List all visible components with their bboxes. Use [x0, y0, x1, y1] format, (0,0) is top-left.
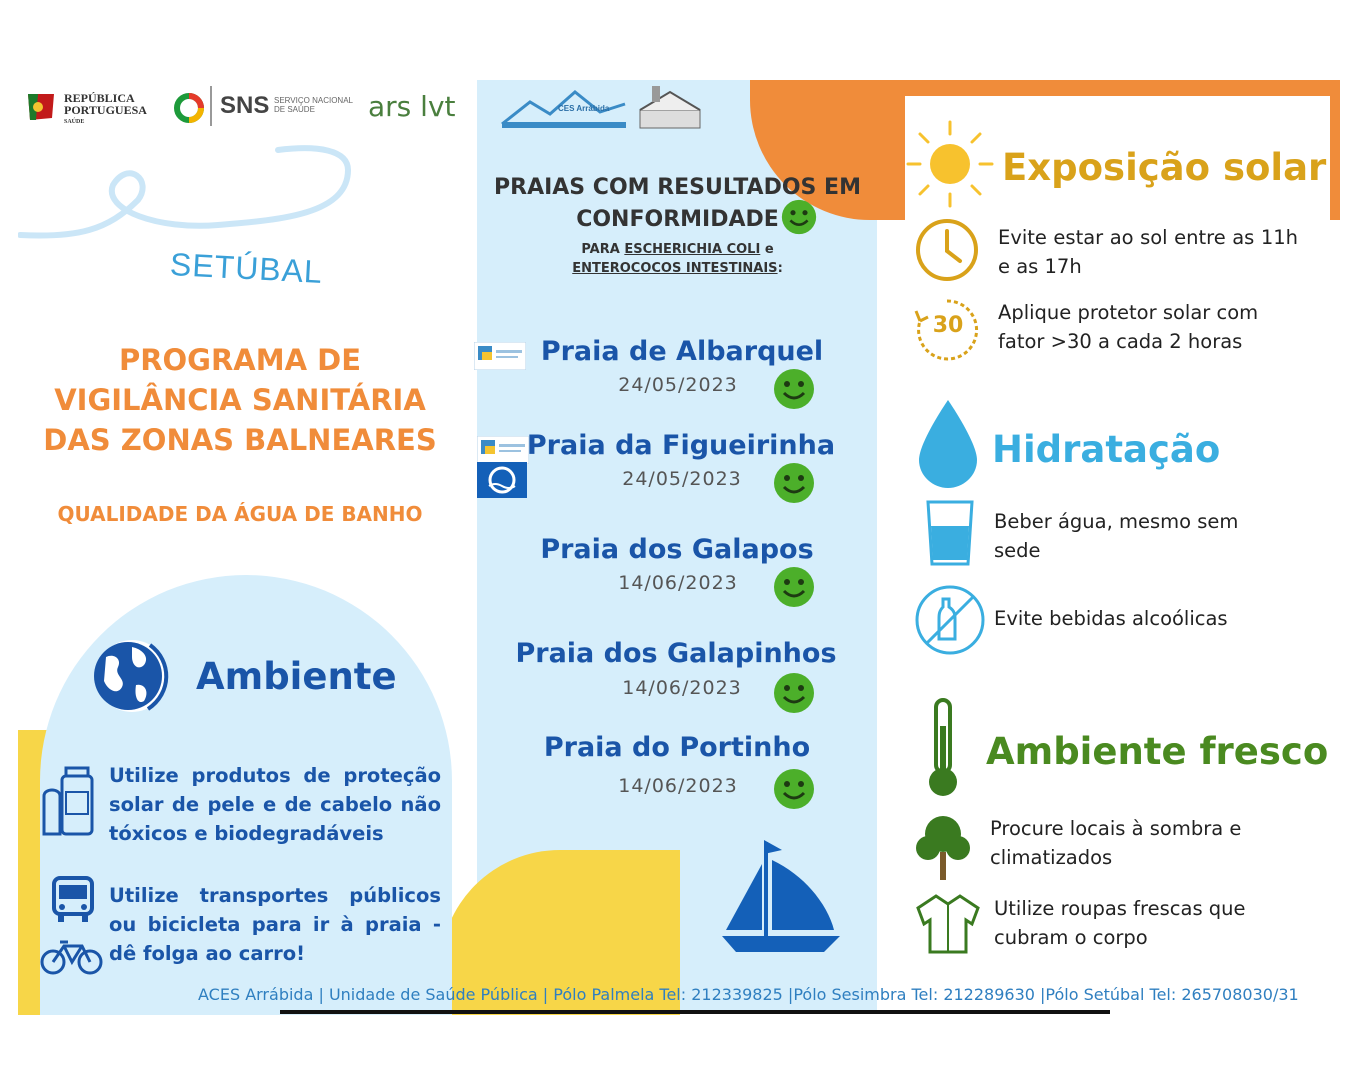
ambiente-item-2: Utilize transportes públicos ou bicicleta para ir à praia - dê folga ao carro! [109, 884, 441, 965]
clock-icon [914, 217, 980, 283]
ambiente-title: Ambiente [196, 655, 397, 698]
beach-3-date: 14/06/2023 [618, 572, 738, 594]
subheading-e: e [760, 242, 774, 257]
sun-title: Exposição solar [1002, 146, 1327, 189]
sailboat-icon [716, 836, 846, 962]
subheading-suffix: : [777, 261, 783, 276]
hydration-item-1: Beber água, mesmo sem sede [994, 510, 1239, 562]
logo-republica: REPÚBLICA PORTUGUESA [64, 91, 147, 117]
beaches-subheading [490, 240, 865, 278]
beach-5-date: 14/06/2023 [618, 775, 738, 797]
fresh-title: Ambiente fresco [986, 730, 1329, 773]
wave-decoration [18, 140, 358, 260]
beach-5-name: Praia do Portinho [543, 732, 811, 763]
logo-republica-sub: SAÚDE [64, 119, 85, 125]
beach-2-date: 24/05/2023 [622, 468, 742, 490]
subheading-prefix: PARA [581, 242, 625, 257]
bottom-bar [280, 1010, 1110, 1014]
beach-4-date: 14/06/2023 [622, 677, 742, 699]
beach-2-name: Praia da Figueirinha [526, 430, 836, 461]
beach-3-name: Praia dos Galapos [540, 534, 814, 565]
footer-contacts: ACES Arrábida | Unidade de Saúde Pública | Pólo Palmela Tel: 212339825 |Pólo Sesimbra Tel: 212289630 |Pólo Setúbal Tel: 265708030/31 [198, 985, 1299, 1004]
subheading-ecoli: ESCHERICHIA COLI [624, 242, 761, 257]
sun-icon [904, 118, 996, 210]
beach-1-name: Praia de Albarquel [540, 336, 824, 367]
beach-4-smiley-icon [773, 672, 815, 714]
beach-1-smiley-icon [773, 368, 815, 410]
shirt-icon [912, 892, 984, 956]
no-alcohol-icon [913, 583, 987, 657]
water-glass-icon [924, 498, 976, 570]
water-drop-icon [915, 398, 981, 490]
program-title [40, 340, 440, 460]
logo-ars: ars lvt [368, 90, 456, 123]
logo-ces: CES Arrábida [558, 104, 610, 113]
fresh-item-2: Utilize roupas frescas que cubram o corpo [994, 897, 1246, 949]
spf-badge-text: 30 [932, 313, 964, 338]
city-title: SETÚBAL [169, 246, 324, 290]
beaches-heading-text: PRAIAS COM RESULTADOS EM CONFORMIDADE [494, 175, 861, 232]
beach-5-smiley-icon [773, 768, 815, 810]
portugal-flag-icon [26, 90, 56, 124]
beach-2-smiley-icon [773, 462, 815, 504]
sunscreen-bottles-icon [40, 766, 98, 840]
logo-sns-sub: SERVIÇO NACIONAL DE SAÚDE [274, 96, 353, 114]
logo-divider [210, 86, 212, 126]
sun-item-1: Evite estar ao sol entre as 11h e as 17h [998, 226, 1298, 278]
beach-3-smiley-icon [773, 566, 815, 608]
heading-smiley-icon [781, 199, 817, 235]
beach-4-name: Praia dos Galapinhos [515, 638, 837, 669]
sun-item-2: Aplique protetor solar com fator >30 a cada 2 horas [998, 301, 1259, 353]
hydration-title: Hidratação [992, 428, 1221, 471]
subheading-enterococos: ENTEROCOCOS INTESTINAIS [572, 261, 778, 276]
beach-1-date: 24/05/2023 [618, 374, 738, 396]
globe-icon [92, 635, 172, 717]
logos-row [20, 78, 720, 138]
program-subtitle: QUALIDADE DA ÁGUA DE BANHO [57, 502, 423, 526]
hydration-item-2: Evite bebidas alcoólicas [994, 607, 1228, 630]
fresh-item-1: Procure locais à sombra e climatizados [990, 817, 1242, 869]
bus-icon [50, 876, 96, 924]
thermometer-icon [922, 696, 964, 802]
ambiente-item-1: Utilize produtos de proteção solar de pele e de cabelo não tóxicos e biodegradáveis [109, 764, 441, 845]
tree-icon [914, 812, 972, 882]
castle-logo [632, 80, 710, 134]
program-title-text: PROGRAMA DE VIGILÂNCIA SANITÁRIA DAS ZONAS BALNEARES [43, 343, 437, 457]
logo-sns: SNS [220, 92, 270, 119]
sns-ring-icon [173, 92, 205, 124]
bicycle-icon [40, 938, 104, 976]
